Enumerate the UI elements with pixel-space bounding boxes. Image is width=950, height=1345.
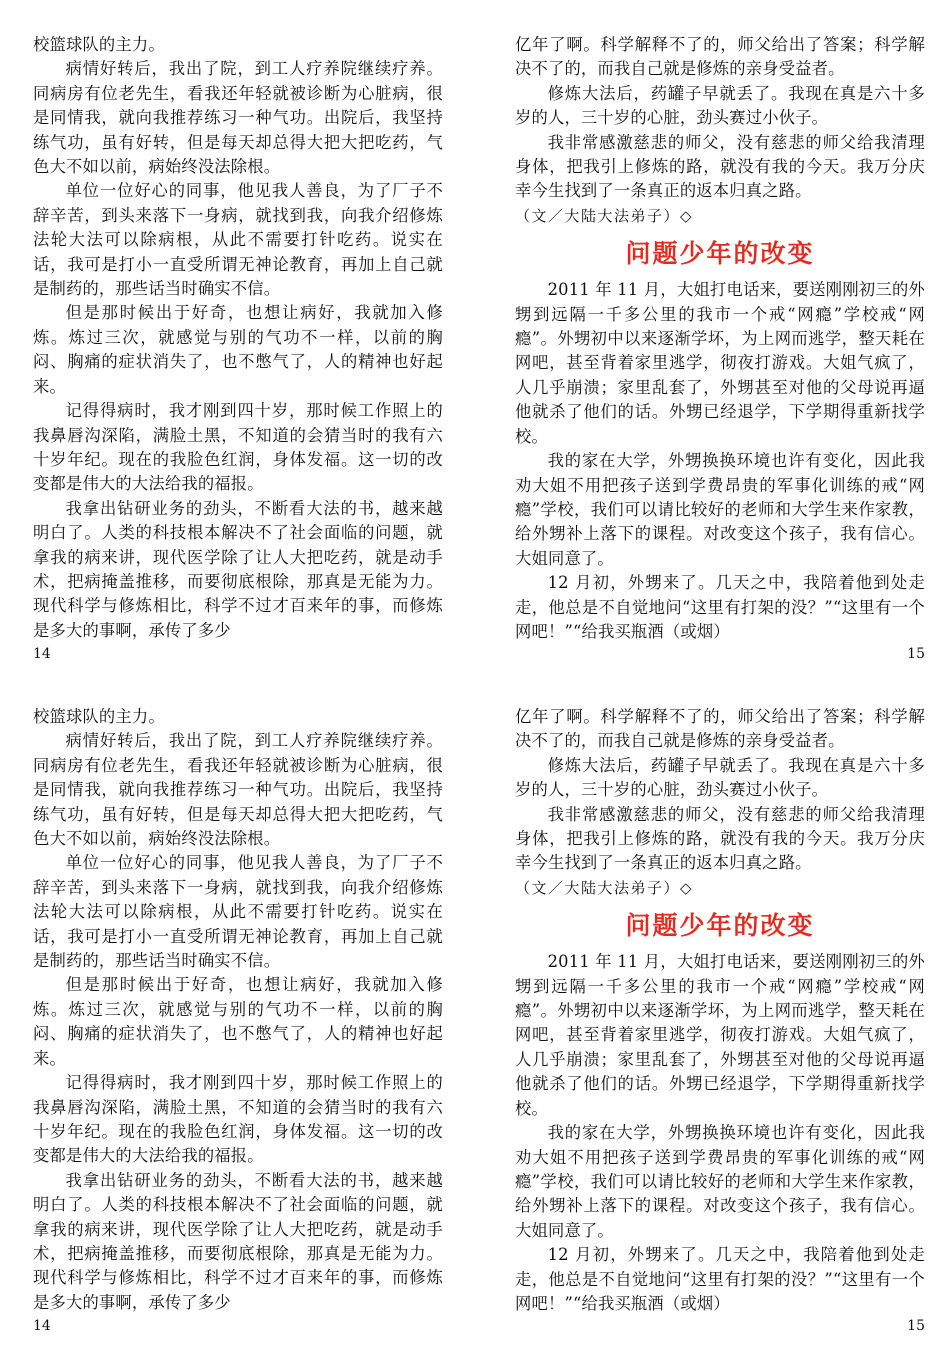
paragraph: 12 月初，外甥来了。几天之中，我陪着他到处走走，他总是不自觉地问“这里有打架的没？”“这里有一个网吧！”“给我买瓶酒（或烟） [515,1245,925,1313]
paragraph: 记得得病时，我才刚到四十岁，那时候工作照上的我鼻唇沟深陷，满脸土黑，不知道的会猜当时的我有六十岁年纪。现在的我脸色红润，身体发福。这一切的改变都是伟大的大法给我的福报。 [33,1073,443,1166]
page-body [515,705,925,1316]
page-number: 14 [33,1318,51,1334]
paragraph: 亿年了啊。科学解释不了的，师父给出了答案；科学解决不了的，而我自己就是修炼的亲身受益者。 [515,707,925,751]
paragraph: 记得得病时，我才刚到四十岁，那时候工作照上的我鼻唇沟深陷，满脸土黑，不知道的会猜当时的我有六十岁年纪。现在的我脸色红润，身体发福。这一切的改变都是伟大的大法给我的福报。 [33,401,443,494]
spread-bottom [0,672,950,1344]
page-body [33,33,443,643]
paragraph: 我非常感激慈悲的师父，没有慈悲的师父给我清理身体，把我引上修炼的路，就没有我的今天。我万分庆幸今生找到了一条真正的返本归真之路。 [515,132,925,201]
byline: （文／大陆大法弟子）◇ [515,878,694,897]
paragraph: 但是那时候出于好奇，也想让病好，我就加入修炼。炼过三次，就感觉与别的气功不一样，以前的胸闷、胸痛的症状消失了，也不憋气了，人的精神也好起来。 [33,975,443,1068]
paragraph: 病情好转后，我出了院，到工人疗养院继续疗养。同病房有位老先生，看我还年轻就被诊断为心脏病，很是同情我，就向我推荐练习一种气功。出院后，我坚持练气功，虽有好转，但是每天却总得大把大把吃药，气色大不如以前，病始终没法除根。 [33,731,443,849]
paragraph: 但是那时候出于好奇，也想让病好，我就加入修炼。炼过三次，就感觉与别的气功不一样，以前的胸闷、胸痛的症状消失了，也不憋气了，人的精神也好起来。 [33,303,443,396]
article-title: 问题少年的改变 [625,911,815,941]
spread-top [0,0,950,672]
paragraph: 我拿出钻研业务的劲头，不断看大法的书，越来越明白了。人类的科技根本解决不了社会面临的问题，就拿我的病来讲，现代医学除了让人大把吃药，就是动手术，把病掩盖推移，而要彻底根除，那真是无能为力。现代科学与修炼相比，科学不过才百来年的事，而修炼是多大的事啊，承传了多少 [33,1170,443,1312]
paragraph: 单位一位好心的同事，他见我人善良，为了厂子不辞辛苦，到头来落下一身病，就找到我，向我介绍修炼法轮大法可以除病根，从此不需要打针吃药。说实在话，我可是打小一直受所谓无神论教育，再加上自己就是制药的，那些话当时确实不信。 [33,853,443,971]
paragraph: 病情好转后，我出了院，到工人疗养院继续疗养。同病房有位老先生，看我还年轻就被诊断为心脏病，很是同情我，就向我推荐练习一种气功。出院后，我坚持练气功，虽有好转，但是每天却总得大把大把吃药，气色大不如以前，病始终没法除根。 [33,59,443,177]
paragraph: 我拿出钻研业务的劲头，不断看大法的书，越来越明白了。人类的科技根本解决不了社会面临的问题，就拿我的病来讲，现代医学除了让人大把吃药，就是动手术，把病掩盖推移，而要彻底根除，那真是无能为力。现代科学与修炼相比，科学不过才百来年的事，而修炼是多大的事啊，承传了多少 [33,498,443,640]
page-number: 14 [33,646,51,662]
paragraph: 修炼大法后，药罐子早就丢了。我现在真是六十多岁的人，三十岁的心脏，劲头赛过小伙子。 [515,83,925,128]
paragraph: 亿年了啊。科学解释不了的，师父给出了答案；科学解决不了的，而我自己就是修炼的亲身受益者。 [515,35,925,79]
article-title: 问题少年的改变 [625,239,815,269]
paragraph: 校篮球队的主力。 [33,707,165,726]
paragraph: 单位一位好心的同事，他见我人善良，为了厂子不辞辛苦，到头来落下一身病，就找到我，向我介绍修炼法轮大法可以除病根，从此不需要打针吃药。说实在话，我可是打小一直受所谓无神论教育，再加上自己就是制药的，那些话当时确实不信。 [33,181,443,299]
paragraph: 修炼大法后，药罐子早就丢了。我现在真是六十多岁的人，三十岁的心脏，劲头赛过小伙子。 [515,755,925,800]
paragraph: 2011 年 11 月，大姐打电话来，要送刚刚初三的外甥到远隔一千多公里的我市一个戒“网瘾”学校戒“网瘾”。外甥初中以来逐渐学坏，为上网而逃学，整天耗在网吧，甚至背着家里逃学，彻夜打游戏。大姐气疯了，人几乎崩溃；家里乱套了，外甥甚至对他的父母说再逼他就杀了他们的话。外甥已经退学，下学期得重新找学校。 [515,280,925,446]
paragraph: 我的家在大学，外甥换换环境也许有变化，因此我劝大姐不用把孩子送到学费昂贵的军事化训练的戒“网瘾”学校，我们可以请比较好的老师和大学生来作家教，给外甥补上落下的课程。对改变这个孩子，我有信心。大姐同意了。 [515,451,925,568]
byline: （文／大陆大法弟子）◇ [515,206,694,225]
paragraph: 校篮球队的主力。 [33,35,165,54]
page-body [33,705,443,1315]
paragraph: 我非常感激慈悲的师父，没有慈悲的师父给我清理身体，把我引上修炼的路，就没有我的今天。我万分庆幸今生找到了一条真正的返本归真之路。 [515,804,925,873]
paragraph: 12 月初，外甥来了。几天之中，我陪着他到处走走，他总是不自觉地问“这里有打架的没？”“这里有一个网吧！”“给我买瓶酒（或烟） [515,573,925,641]
page-body [515,33,925,644]
page-number: 15 [907,1318,925,1334]
paragraph: 我的家在大学，外甥换换环境也许有变化，因此我劝大姐不用把孩子送到学费昂贵的军事化训练的戒“网瘾”学校，我们可以请比较好的老师和大学生来作家教，给外甥补上落下的课程。对改变这个孩子，我有信心。大姐同意了。 [515,1123,925,1240]
page-number: 15 [907,646,925,662]
paragraph: 2011 年 11 月，大姐打电话来，要送刚刚初三的外甥到远隔一千多公里的我市一个戒“网瘾”学校戒“网瘾”。外甥初中以来逐渐学坏，为上网而逃学，整天耗在网吧，甚至背着家里逃学，彻夜打游戏。大姐气疯了，人几乎崩溃；家里乱套了，外甥甚至对他的父母说再逼他就杀了他们的话。外甥已经退学，下学期得重新找学校。 [515,952,925,1118]
